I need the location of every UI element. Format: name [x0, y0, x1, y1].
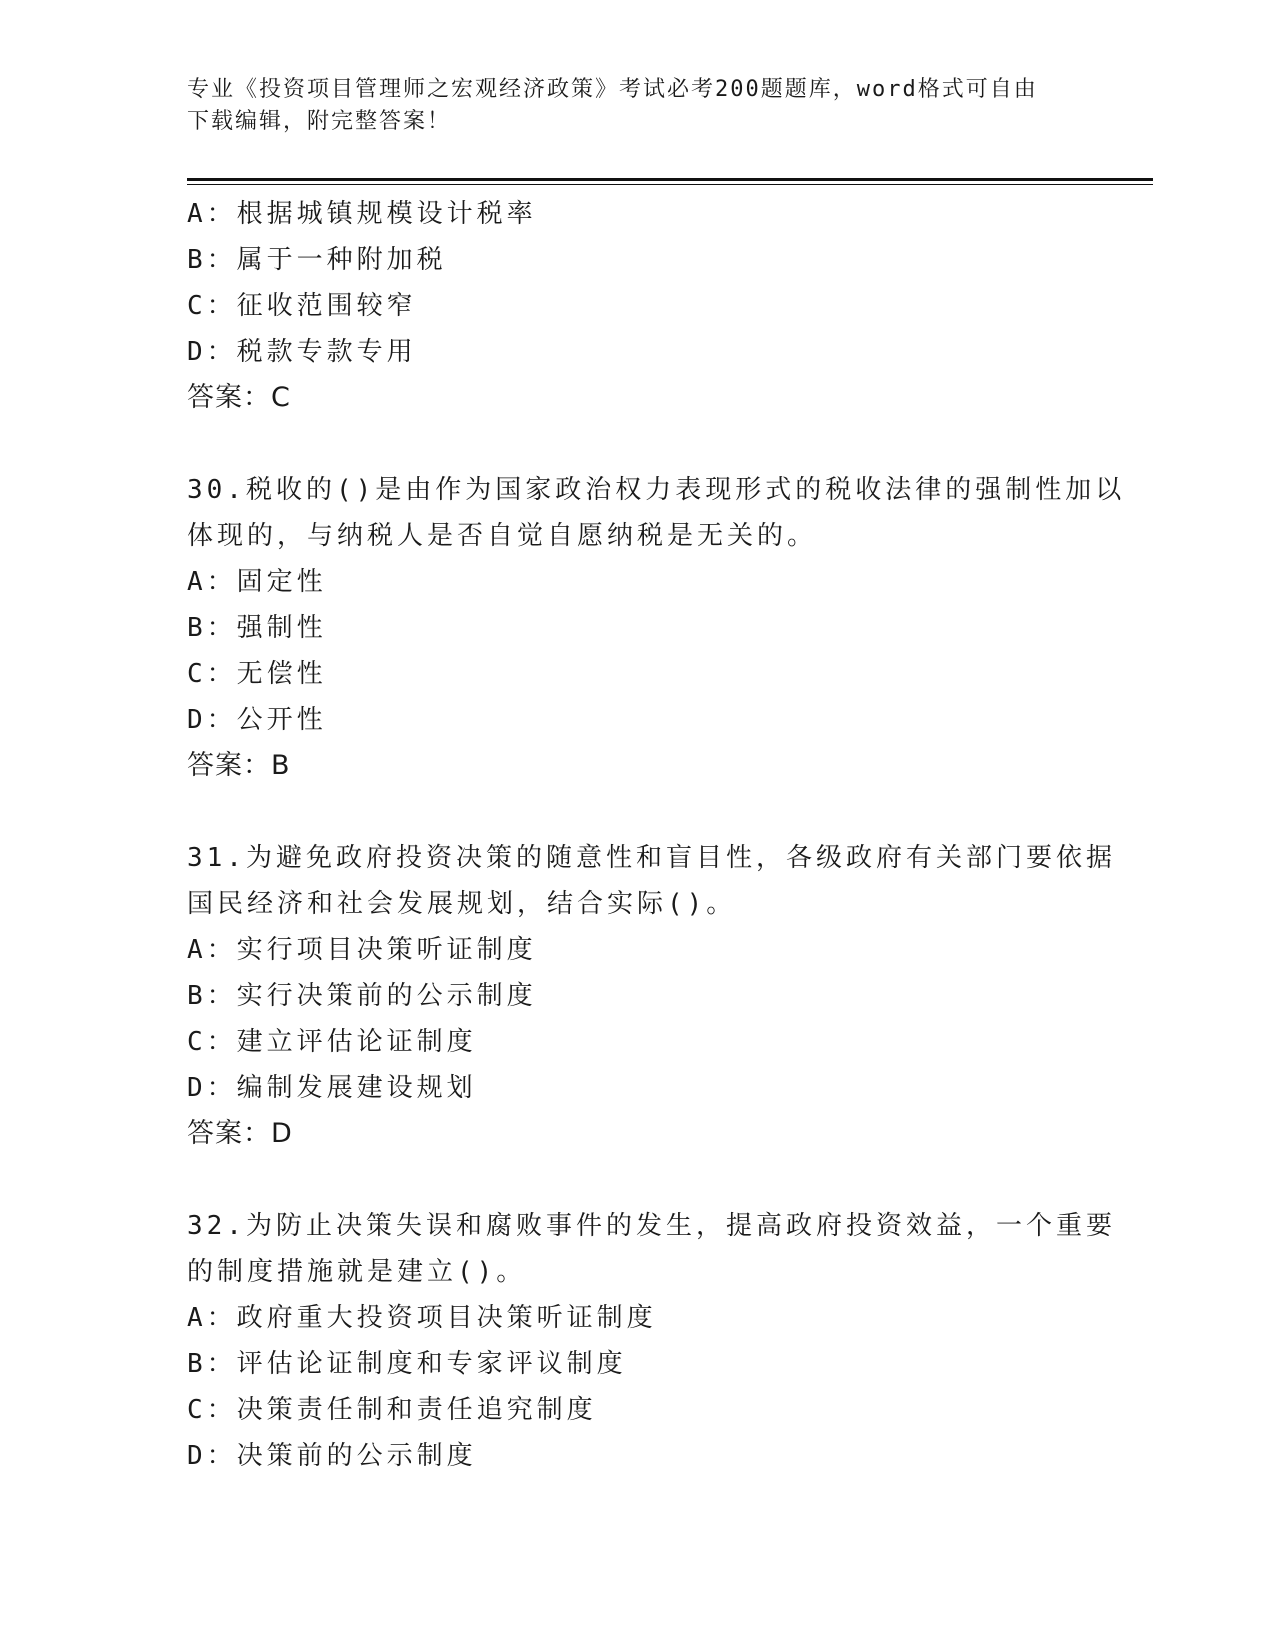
question-31	[187, 835, 1116, 1157]
question-stem-continued: 的制度措施就是建立()。	[187, 1257, 527, 1287]
option-d: D：公开性	[187, 705, 327, 735]
answer: 答案：D	[187, 1118, 293, 1149]
question-list	[187, 191, 1126, 1479]
option-a: A：根据城镇规模设计税率	[187, 199, 537, 229]
option-c: C：决策责任制和责任追究制度	[187, 1395, 597, 1425]
header-divider-thin	[187, 184, 1153, 185]
question-stem-continued: 国民经济和社会发展规划，结合实际()。	[187, 889, 737, 919]
answer: 答案：C	[187, 382, 291, 413]
question-stem: 30.税收的()是由作为国家政治权力表现形式的税收法律的强制性加以	[187, 475, 1126, 505]
header-line-1: 专业《投资项目管理师之宏观经济政策》考试必考200题题库，word格式可自由	[187, 77, 1038, 102]
header-line-2: 下载编辑，附完整答案！	[187, 109, 452, 134]
option-b: B：强制性	[187, 613, 327, 643]
question-30	[187, 467, 1126, 789]
answer: 答案：B	[187, 750, 291, 781]
option-b: B：实行决策前的公示制度	[187, 981, 537, 1011]
question-stem: 32.为防止决策失误和腐败事件的发生，提高政府投资效益，一个重要	[187, 1211, 1116, 1241]
question-stem: 31.为避免政府投资决策的随意性和盲目性，各级政府有关部门要依据	[187, 843, 1116, 873]
option-b: B：评估论证制度和专家评议制度	[187, 1349, 627, 1379]
option-c: C：征收范围较窄	[187, 291, 417, 321]
question-stem-continued: 体现的，与纳税人是否自觉自愿纳税是无关的。	[187, 521, 818, 551]
option-d: D：税款专款专用	[187, 337, 417, 367]
option-c: C：无偿性	[187, 659, 327, 689]
option-a: A：政府重大投资项目决策听证制度	[187, 1303, 657, 1333]
option-a: A：实行项目决策听证制度	[187, 935, 537, 965]
question-32	[187, 1203, 1116, 1479]
option-d: D：决策前的公示制度	[187, 1441, 477, 1471]
option-d: D：编制发展建设规划	[187, 1073, 477, 1103]
question-previous	[187, 191, 1087, 421]
header-divider-thick	[187, 178, 1153, 181]
option-c: C：建立评估论证制度	[187, 1027, 477, 1057]
option-a: A：固定性	[187, 567, 327, 597]
document-header	[187, 74, 1087, 138]
option-b: B：属于一种附加税	[187, 245, 447, 275]
